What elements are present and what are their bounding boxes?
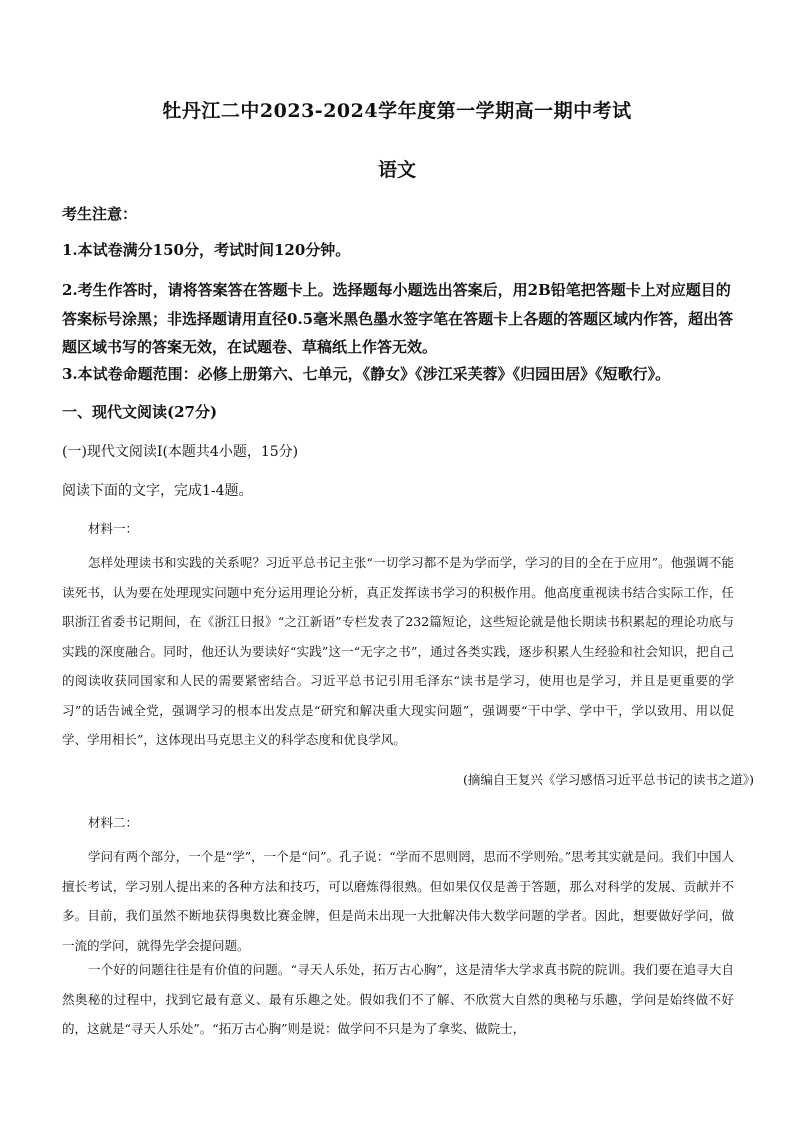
- notice-item-2: 2.考生作答时，请将答案答在答题卡上。选择题每小题选出答案后，用2B铅笔把答题卡上对应题目的答案标号涂黑；非选择题请用直径0.5毫米黑色墨水签字笔在答题卡上各题的答题区域内作答，超出答题区域书写的答案无效，在试题卷、草稿纸上作答无效。: [62, 281, 734, 356]
- section-subheading: (一)现代文阅读Ⅰ(本题共4小题，15分): [62, 444, 299, 460]
- notice-heading: 考生注意：: [62, 205, 138, 223]
- exam-title: 牡丹江二中2023-2024学年度第一学期高一期中考试: [162, 100, 632, 122]
- material1-text: 怎样处理读书和实践的关系呢？习近平总书记主张“一切学习都不是为学而学，学习的目的全在于应用”。他强调不能读死书，认为要在处理现实问题中充分运用理论分析，真正发挥读书学习的积极作用。他高度重视读书结合实际工作，任职浙江省委书记期间，在《浙江日报》“之江新语”专栏发表了232篇短论，这些短论就是他长期读书积累起的理论功底与实践的深度融合。同时，他还认为要读好“实践”这一“无字之书”，通过各类实践，逐步积累人生经验和社会知识，把自己的阅读收获同国家和人民的需要紧密结合。习近平总书记引用毛泽东“读书是学习，使用也是学习，并且是更重要的学习”的话告诫全党，强调学习的根本出发点是“研究和解决重大现实问题”，强调要“干中学、学中干，学以致用、用以促学、学用相长”，这体现出马克思主义的科学态度和优良学风。: [62, 555, 734, 747]
- subject-title: 语文: [377, 159, 416, 181]
- material2-label: 材料二：: [88, 815, 139, 830]
- section-heading: 一、现代文阅读(27分): [62, 403, 218, 421]
- material1-source: (摘编自王复兴《学习感悟习近平总书记的读书之道》): [462, 772, 754, 787]
- reading-instruction: 阅读下面的文字，完成1-4题。: [62, 483, 253, 499]
- material1-label: 材料一：: [88, 521, 139, 536]
- material2-paragraph-2: 一个好的问题往往是有价值的问题。“寻天人乐处，拓万古心胸”，这是清华大学求真书院的院训。我们要在追寻大自然奥秘的过程中，找到它最有意义、最有乐趣之处。假如我们不了解、不欣赏大自然的奥秘与乐趣，学问是始终做不好的，这就是“寻天人乐处”。“拓万古心胸”则是说：做学问不只是为了拿奖、做院士，: [62, 962, 734, 1036]
- notice-item-1: 1.本试卷满分150分，考试时间120分钟。: [62, 241, 351, 259]
- notice-item-3: 3.本试卷命题范围：必修上册第六、七单元，《静女》《涉江采芙蓉》《归园田居》《短歌行》。: [62, 365, 671, 383]
- material2-paragraph-1: 学问有两个部分，一个是“学”，一个是“问”。孔子说：“学而不思则罔，思而不学则殆。”思考其实就是问。我们中国人擅长考试，学习别人提出来的各种方法和技巧，可以磨炼得很熟。但如果仅仅是善于答题，那么对科学的发展、贡献并不多。目前，我们虽然不断地获得奥数比赛金牌，但是尚未出现一大批解决伟大数学问题的学者。因此，想要做好学问，做一流的学问，就得先学会提问题。: [62, 849, 734, 953]
